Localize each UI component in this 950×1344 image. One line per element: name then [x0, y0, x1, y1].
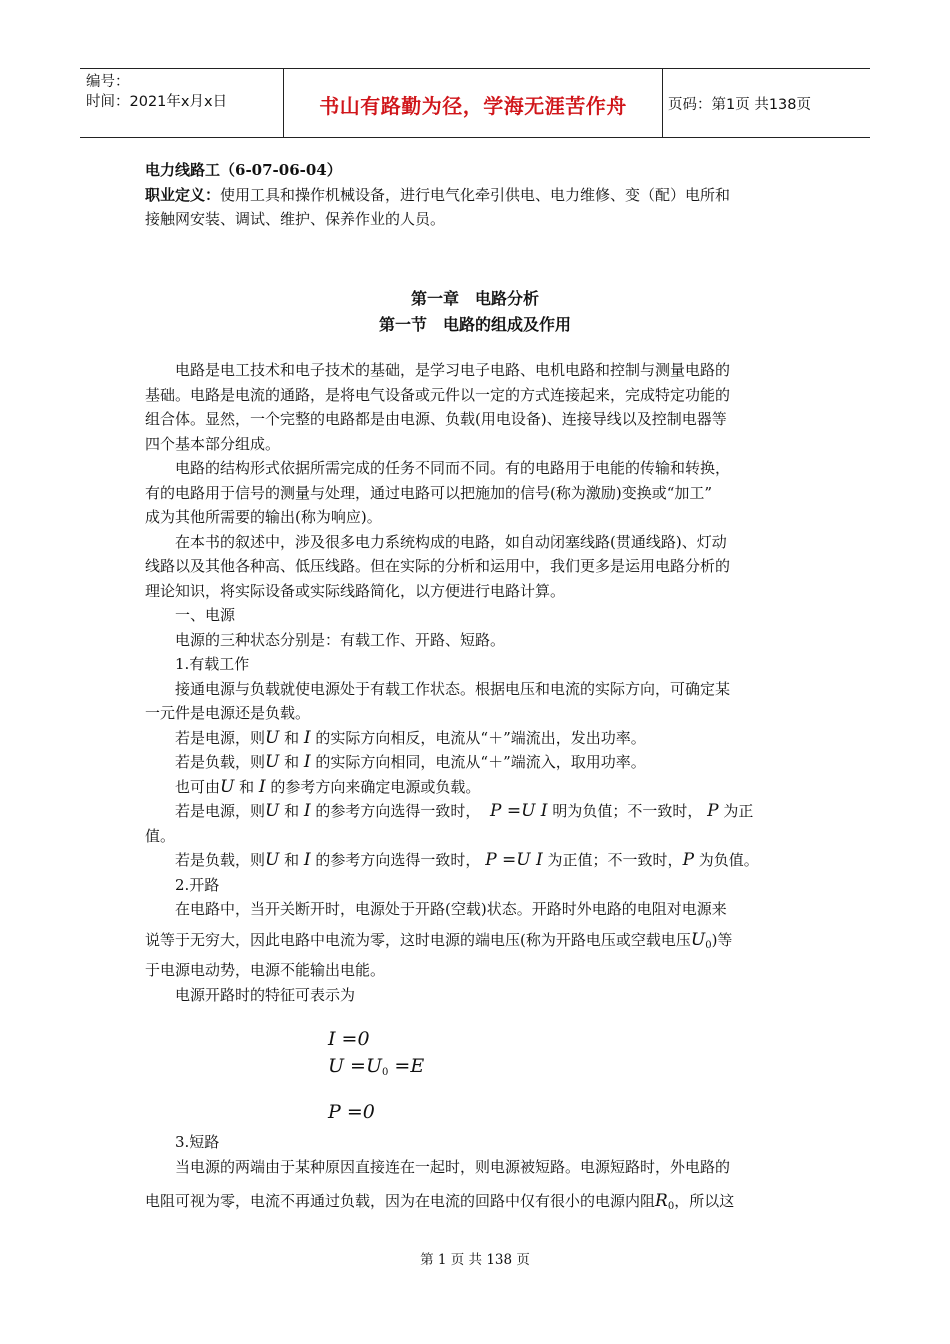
- open-line2: 说等于无穷大，因此电路中电流为零，这时电源的端电压(称为开路电压或空载电压$U_0$)等: [145, 929, 733, 951]
- reference-direction: 也可由U 和 I 的参考方向来确定电源或负载。: [175, 776, 481, 797]
- p2-line2: 有的电路用于信号的测量与处理，通过电路可以把施加的信号(称为激励)变换或“加工”: [145, 483, 713, 502]
- p3-line3: 理论知识，将实际设备或实际线路简化，以方便进行电路计算。: [145, 581, 566, 600]
- load-line2: 一元件是电源还是负载。: [145, 704, 311, 722]
- load-direction: 若是负载，则U 和 I 的实际方向相同，电流从“＋”端流入，取用功率。: [175, 752, 646, 772]
- header-divider-right: [662, 69, 663, 137]
- open-feature: 电源开路时的特征可表示为: [175, 985, 356, 1004]
- page-footer: 第 1 页 共 138 页: [420, 1252, 530, 1268]
- header-meta: [86, 72, 227, 112]
- main-text: [145, 358, 807, 1007]
- p1-line3: 组合体。显然，一个完整的电路都是由电源、负载(用电设备)、连接导线以及控制电器等: [145, 410, 727, 428]
- intro-block: [145, 158, 807, 232]
- source-direction: 若是电源，则U 和 I 的实际方向相反，电流从“＋”端流出，发出功率。: [175, 727, 646, 748]
- source-states: 电源的三种状态分别是：有载工作、开路、短路。: [175, 630, 506, 649]
- definition-line1: 使用工具和操作机械设备，进行电气化牵引供电、电力维修、变（配）电所和: [220, 185, 731, 204]
- heading-source: 一、电源: [175, 606, 236, 624]
- header-motto: 书山有路勤为径，学海无涯苦作舟: [319, 94, 627, 118]
- equation-current: I =0: [328, 1028, 370, 1050]
- definition-line2: 接触网安装、调试、维护、保养作业的人员。: [145, 210, 446, 228]
- ref-source-rule: 若是电源，则U 和 I 的参考方向选得一致时， P =U I 明为负值；不一致时， P 为正: [175, 801, 754, 821]
- load-line1: 接通电源与负载就使电源处于有载工作状态。根据电压和电流的实际方向，可确定某: [175, 679, 731, 698]
- serial-label: 编号：: [86, 74, 130, 90]
- short-circuit-text: [145, 1130, 807, 1220]
- job-title: 电力线路工（6-07-06-04）: [145, 161, 342, 179]
- heading-open: 2.开路: [175, 875, 220, 894]
- chapter-title: 第一章 电路分析: [410, 289, 539, 308]
- heading-short: 3.短路: [175, 1133, 220, 1151]
- definition-label: 职业定义：: [145, 185, 221, 204]
- p2-line3: 成为其他所需要的输出(称为响应)。: [145, 508, 382, 526]
- equation-voltage: $U =U_0 =E$: [328, 1055, 425, 1078]
- open-line1: 在电路中，当开关断开时，电源处于开路(空载)状态。开路时外电路的电阻对电源来: [175, 900, 727, 918]
- page-header: [80, 68, 870, 138]
- p3-line1: 在本书的叙述中，涉及很多电力系统构成的电路，如自动闭塞线路(贯通线路)、灯动: [175, 532, 727, 551]
- job-definition: [145, 183, 807, 208]
- p2-line1: 电路的结构形式依据所需完成的任务不同而不同。有的电路用于电能的传输和转换，: [175, 459, 731, 477]
- p1-line1: 电路是电工技术和电子技术的基础，是学习电子电路、电机电路和控制与测量电路的: [175, 361, 731, 379]
- heading-load: 1.有载工作: [175, 655, 250, 673]
- short-line2: 电阻可视为零，电流不再通过负载，因为在电流的回路中仅有很小的电源内阻$R_0$，所以这: [145, 1191, 735, 1212]
- ref-load-rule: 若是负载，则U 和 I 的参考方向选得一致时， P =U I 为正值；不一致时，P 为负值。: [175, 850, 759, 870]
- open-line3: 于电源电动势，电源不能输出电能。: [145, 961, 386, 979]
- section-title: 第一节 电路的组成及作用: [378, 315, 571, 334]
- time-label: 时间：2021年x月x日: [86, 94, 228, 110]
- header-page-code: 页码：第1页 共138页: [668, 97, 812, 113]
- short-line1: 当电源的两端由于某种原因直接连在一起时，则电源被短路。电源短路时，外电路的: [175, 1157, 731, 1176]
- p1-line4: 四个基本部分组成。: [145, 434, 281, 453]
- equation-power: P =0: [328, 1101, 375, 1123]
- p3-line2: 线路以及其他各种高、低压线路。但在实际的分析和运用中，我们更多是运用电路分析的: [145, 557, 731, 575]
- ref-source-rule-end: 值。: [145, 826, 176, 845]
- p1-line2: 基础。电路是电流的通路，是将电气设备或元件以一定的方式连接起来，完成特定功能的: [145, 385, 731, 404]
